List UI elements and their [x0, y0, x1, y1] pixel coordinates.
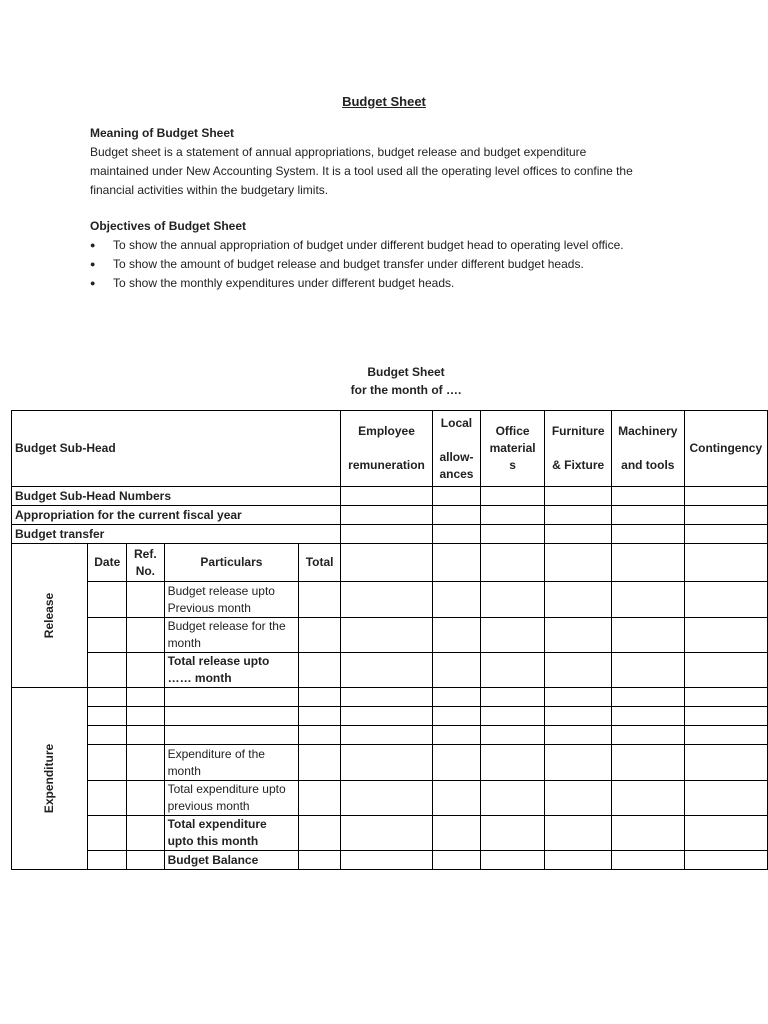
objectives-list	[90, 236, 710, 293]
table-row	[12, 506, 768, 525]
table-row	[12, 745, 768, 781]
col-contingency: Contingency	[684, 411, 767, 487]
table-row	[12, 707, 768, 726]
col-date: Date	[88, 544, 127, 582]
table-row	[12, 688, 768, 707]
row-budget-transfer: Budget transfer	[12, 525, 341, 544]
col-employee: Employee remuneration	[340, 411, 432, 487]
col-furniture: Furniture & Fixture	[545, 411, 612, 487]
particulars-cell: Total release upto …… month	[164, 653, 299, 688]
page-title: Budget Sheet	[342, 94, 426, 109]
objective-item: ● To show the amount of budget release and budget transfer under different budget heads.	[90, 255, 710, 274]
col-ref-no: Ref. No.	[127, 544, 164, 582]
col-office: Office material s	[480, 411, 545, 487]
table-row	[12, 582, 768, 618]
table-row	[12, 781, 768, 816]
sub-head-label: Budget Sub-Head	[12, 411, 341, 487]
particulars-cell: Budget release for the month	[164, 618, 299, 653]
table-caption-month: for the month of ….	[350, 383, 462, 397]
release-label: Release	[12, 544, 88, 688]
particulars-cell: Total expenditure upto previous month	[164, 781, 299, 816]
col-machinery: Machinery and tools	[611, 411, 684, 487]
table-caption	[0, 363, 768, 399]
col-total: Total	[299, 544, 341, 582]
particulars-cell: Budget release upto Previous month	[164, 582, 299, 618]
meaning-heading: Meaning of Budget Sheet	[90, 126, 234, 140]
table-caption-title: Budget Sheet	[367, 365, 445, 379]
header-row	[12, 411, 768, 487]
table-row	[12, 525, 768, 544]
col-local: Local allow- ances	[433, 411, 481, 487]
meaning-line-1: Budget sheet is a statement of annual appropriations, budget release and budget expenditure	[90, 145, 587, 159]
table-row	[12, 726, 768, 745]
col-particulars: Particulars	[164, 544, 299, 582]
meaning-line-3: financial activities within the budgetary limits.	[90, 183, 329, 197]
table-row	[12, 487, 768, 506]
objective-item: ● To show the monthly expenditures under different budget heads.	[90, 274, 710, 293]
table-row	[12, 618, 768, 653]
expenditure-label: Expenditure	[12, 688, 88, 870]
meaning-section	[90, 124, 690, 200]
meaning-line-2: maintained under New Accounting System. It is a tool used all the operating level offices to confine the	[90, 164, 633, 178]
objectives-heading: Objectives of Budget Sheet	[90, 219, 247, 233]
budget-table	[11, 410, 768, 870]
particulars-cell: Total expenditure upto this month	[164, 816, 299, 851]
table-row	[12, 653, 768, 688]
table-row	[12, 816, 768, 851]
table-row	[12, 851, 768, 870]
row-appropriation: Appropriation for the current fiscal year	[12, 506, 341, 525]
particulars-cell: Expenditure of the month	[164, 745, 299, 781]
objective-item: ● To show the annual appropriation of budget under different budget head to operating level office.	[90, 236, 710, 255]
budget-balance-cell: Budget Balance	[164, 851, 299, 870]
objectives-section	[90, 217, 710, 293]
row-sub-head-numbers: Budget Sub-Head Numbers	[12, 487, 341, 506]
table-row	[12, 544, 768, 582]
